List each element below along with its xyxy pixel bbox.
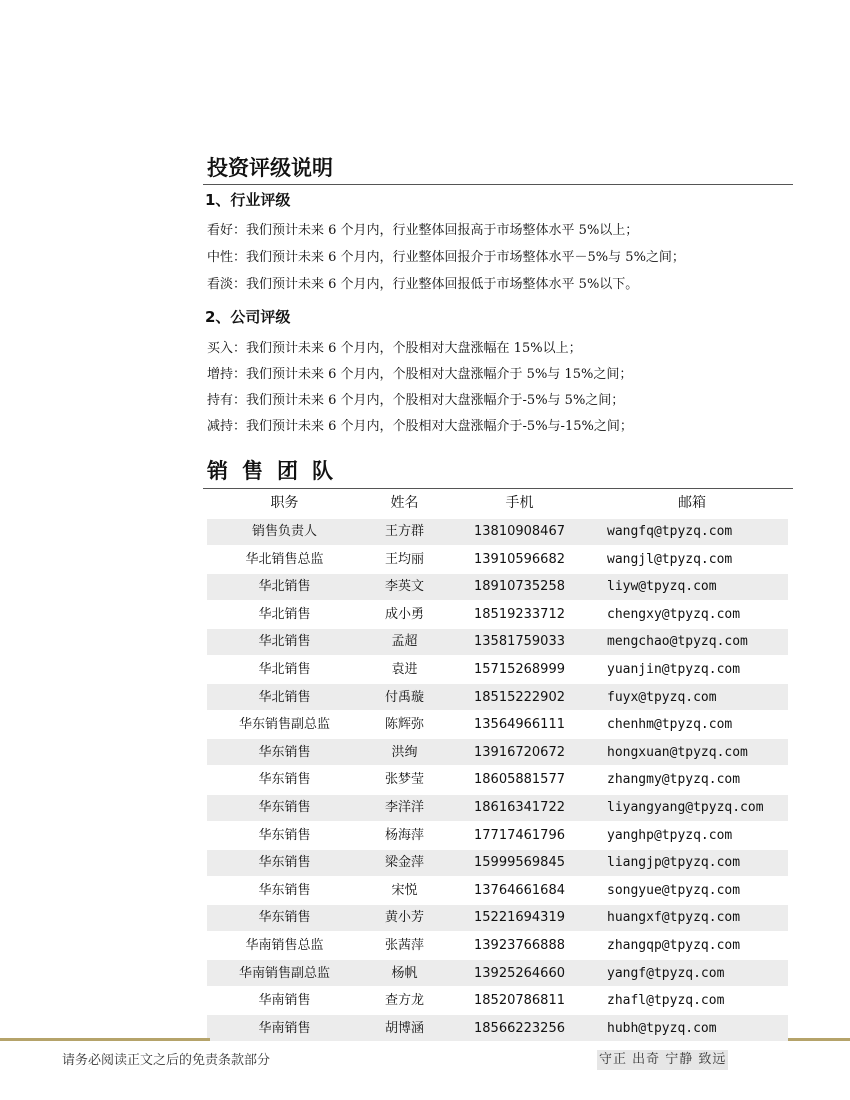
table-cell-phone: 15221694319 — [474, 910, 565, 926]
table-cell-phone: 13764661684 — [474, 882, 565, 898]
table-cell-name: 付禹璇 — [384, 689, 424, 705]
table-header-phone: 手机 — [505, 495, 534, 511]
footer-motto: 守正 出奇 宁静 致远 — [597, 1050, 728, 1070]
rating-section-title: 投资评级说明 — [207, 156, 333, 180]
company-rating-line: 减持：我们预计未来 6 个月内，个股相对大盘涨幅介于-5%与-15%之间； — [207, 419, 633, 434]
table-cell-email: wangfq@tpyzq.com — [607, 524, 733, 539]
sales-title-rule — [203, 488, 793, 489]
table-cell-role: 华南销售 — [258, 1020, 311, 1036]
table-cell-name: 成小勇 — [384, 606, 424, 622]
table-cell-role: 华东销售 — [258, 800, 311, 815]
table-cell-phone: 18520786811 — [474, 993, 565, 1009]
table-cell-phone: 18515222902 — [474, 689, 565, 705]
table-cell-name: 袁进 — [391, 662, 418, 677]
table-cell-name: 胡博涵 — [384, 1020, 424, 1036]
table-cell-email: wangjl@tpyzq.com — [607, 551, 733, 567]
sales-section-title: 销售团队 — [207, 459, 347, 483]
table-cell-role: 华东销售 — [258, 855, 311, 871]
table-cell-name: 王方群 — [384, 524, 424, 539]
table-cell-phone: 13910596682 — [474, 551, 565, 567]
footer-disclaimer: 请务必阅读正文之后的免责条款部分 — [62, 1053, 271, 1068]
table-cell-email: songyue@tpyzq.com — [607, 882, 741, 898]
table-cell-name: 查方龙 — [384, 993, 424, 1009]
company-rating-line: 增持：我们预计未来 6 个月内，个股相对大盘涨幅介于 5%与 15%之间； — [207, 367, 633, 382]
table-cell-role: 华北销售 — [258, 579, 311, 595]
table-cell-phone: 17717461796 — [474, 827, 565, 843]
table-cell-email: zhangqp@tpyzq.com — [607, 938, 741, 953]
table-cell-role: 华东销售 — [258, 882, 311, 898]
table-cell-name: 李洋洋 — [384, 800, 424, 815]
table-cell-role: 销售负责人 — [251, 524, 317, 539]
table-cell-name: 黄小芳 — [384, 910, 424, 926]
table-cell-role: 华东销售 — [258, 772, 311, 788]
table-cell-name: 张梦莹 — [384, 772, 424, 788]
footer-rule-left — [0, 1038, 210, 1041]
table-header-role: 职务 — [270, 495, 299, 511]
table-cell-email: liyw@tpyzq.com — [607, 579, 717, 595]
table-cell-phone: 13923766888 — [474, 938, 565, 953]
table-cell-email: huangxf@tpyzq.com — [607, 910, 741, 926]
table-cell-role: 华南销售副总监 — [238, 965, 330, 981]
table-cell-name: 宋悦 — [391, 882, 418, 898]
table-cell-name: 杨海萍 — [384, 827, 424, 843]
table-cell-phone: 18605881577 — [474, 772, 565, 788]
table-cell-role: 华北销售 — [258, 662, 311, 677]
industry-rating-title: 1、行业评级 — [205, 191, 291, 209]
table-cell-email: yangf@tpyzq.com — [607, 965, 725, 981]
table-cell-name: 洪绚 — [391, 744, 418, 760]
table-cell-phone: 18910735258 — [474, 579, 565, 595]
table-cell-role: 华北销售总监 — [245, 551, 324, 567]
table-cell-phone: 13925264660 — [474, 965, 565, 981]
table-header-email: 邮箱 — [678, 495, 706, 511]
table-cell-email: zhangmy@tpyzq.com — [607, 772, 741, 788]
table-cell-phone: 18519233712 — [474, 606, 565, 622]
table-cell-email: yanghp@tpyzq.com — [607, 827, 733, 843]
table-cell-phone: 13564966111 — [474, 717, 565, 733]
table-cell-email: zhafl@tpyzq.com — [607, 993, 725, 1009]
table-cell-role: 华东销售 — [258, 744, 311, 760]
table-cell-phone: 18616341722 — [474, 800, 565, 815]
table-cell-email: hongxuan@tpyzq.com — [607, 744, 748, 760]
table-cell-role: 华东销售 — [258, 827, 311, 843]
industry-rating-line: 看淡：我们预计未来 6 个月内，行业整体回报低于市场整体水平 5%以下。 — [207, 277, 639, 292]
table-cell-role: 华东销售 — [258, 910, 311, 926]
table-cell-email: mengchao@tpyzq.com — [607, 634, 748, 650]
table-cell-phone: 13581759033 — [474, 634, 565, 650]
table-cell-name: 孟超 — [391, 634, 418, 650]
table-cell-phone: 15715268999 — [474, 662, 565, 677]
table-cell-email: liangjp@tpyzq.com — [607, 855, 741, 871]
industry-rating-line: 看好：我们预计未来 6 个月内，行业整体回报高于市场整体水平 5%以上； — [207, 223, 639, 238]
table-cell-name: 梁金萍 — [384, 855, 424, 871]
table-cell-name: 杨帆 — [391, 965, 418, 981]
table-header-name: 姓名 — [390, 495, 419, 511]
table-cell-email: hubh@tpyzq.com — [607, 1020, 717, 1036]
table-cell-role: 华南销售 — [258, 993, 311, 1009]
table-cell-email: chengxy@tpyzq.com — [607, 606, 741, 622]
table-cell-role: 华北销售 — [258, 634, 311, 650]
table-cell-phone: 13916720672 — [474, 744, 565, 760]
table-cell-email: yuanjin@tpyzq.com — [607, 662, 741, 677]
table-cell-name: 陈辉弥 — [384, 717, 424, 733]
table-cell-phone: 13810908467 — [474, 524, 565, 539]
table-cell-phone: 18566223256 — [474, 1020, 565, 1036]
table-cell-email: chenhm@tpyzq.com — [607, 717, 733, 733]
table-cell-phone: 15999569845 — [474, 855, 565, 871]
table-cell-name: 李英文 — [384, 579, 424, 595]
table-cell-role: 华北销售 — [258, 606, 311, 622]
table-cell-name: 王均丽 — [384, 551, 424, 567]
footer-rule-right — [788, 1038, 850, 1041]
table-cell-name: 张茜萍 — [384, 938, 424, 953]
company-rating-line: 买入：我们预计未来 6 个月内，个股相对大盘涨幅在 15%以上； — [207, 341, 582, 356]
company-rating-line: 持有：我们预计未来 6 个月内，个股相对大盘涨幅介于-5%与 5%之间； — [207, 393, 625, 408]
industry-rating-line: 中性：我们预计未来 6 个月内，行业整体回报介于市场整体水平－5%与 5%之间； — [207, 250, 685, 265]
table-cell-email: liyangyang@tpyzq.com — [607, 800, 764, 815]
table-cell-email: fuyx@tpyzq.com — [607, 689, 717, 705]
table-cell-role: 华东销售副总监 — [238, 717, 330, 733]
table-cell-role: 华北销售 — [258, 689, 311, 705]
rating-title-rule — [203, 184, 793, 185]
table-cell-role: 华南销售总监 — [245, 938, 324, 953]
company-rating-title: 2、公司评级 — [205, 308, 291, 326]
